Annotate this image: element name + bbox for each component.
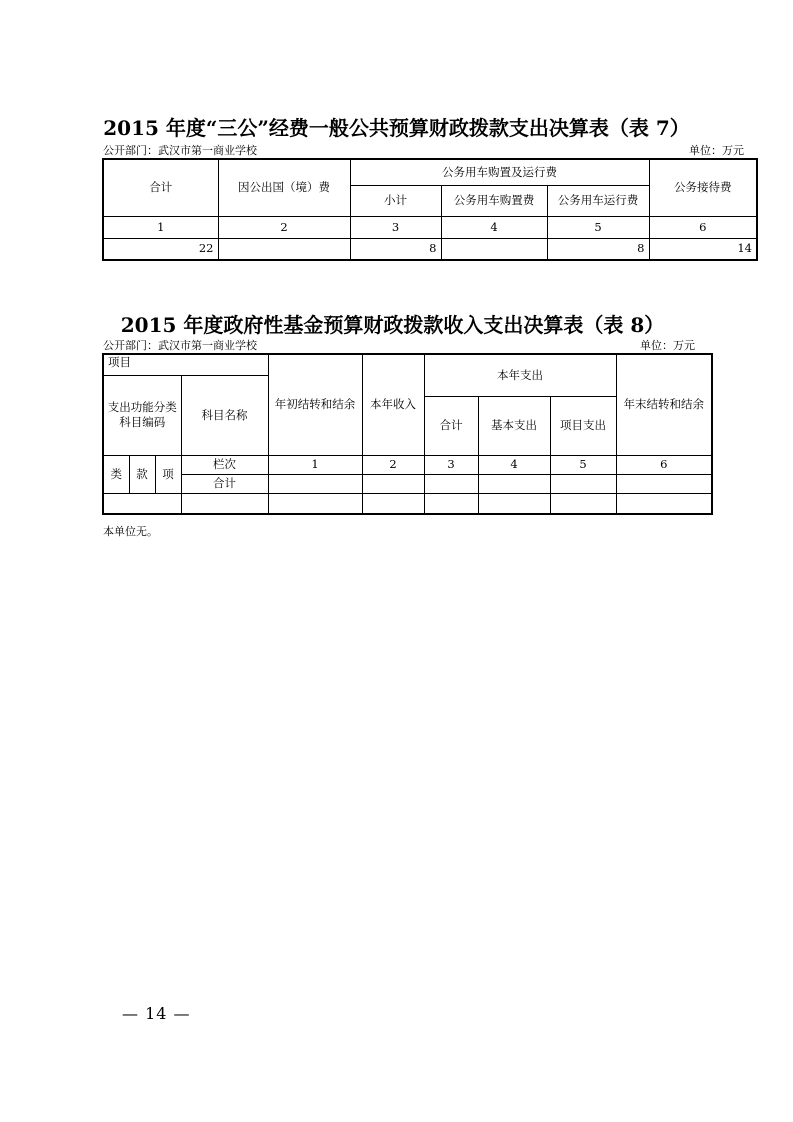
col-number-1: 1 bbox=[268, 455, 362, 474]
empty-cell bbox=[362, 493, 424, 514]
table-row bbox=[103, 238, 757, 260]
col-number-5: 5 bbox=[547, 216, 649, 238]
header-project-exp: 项目支出 bbox=[550, 396, 616, 455]
empty-cell bbox=[181, 493, 268, 514]
empty-cell bbox=[478, 474, 550, 493]
header-begin-balance: 年初结转和结余 bbox=[268, 354, 362, 455]
header-project: 项目 bbox=[103, 354, 268, 375]
table7-title: 2015 年度“三公”经费一般公共预算财政拨款支出决算表（表 7） bbox=[103, 116, 690, 140]
table7-department: 公开部门：武汉市第一商业学校 bbox=[103, 144, 257, 157]
empty-cell bbox=[424, 474, 478, 493]
col-number-3: 3 bbox=[350, 216, 441, 238]
cell-subtotal: 8 bbox=[350, 238, 441, 260]
table7 bbox=[102, 158, 758, 261]
header-exp-total: 合计 bbox=[424, 396, 478, 455]
empty-cell bbox=[550, 474, 616, 493]
header-subject-name: 科目名称 bbox=[181, 375, 268, 455]
empty-cell bbox=[424, 493, 478, 514]
col-number-1: 1 bbox=[103, 216, 218, 238]
header-purchase: 公务用车购置费 bbox=[441, 185, 547, 216]
table8-unit: 单位：万元 bbox=[640, 339, 695, 352]
header-kuan: 款 bbox=[129, 455, 155, 493]
empty-cell bbox=[103, 493, 181, 514]
cell-total: 22 bbox=[103, 238, 218, 260]
header-expense-group: 本年支出 bbox=[424, 354, 616, 396]
cell-operation: 8 bbox=[547, 238, 649, 260]
cell-abroad bbox=[218, 238, 350, 260]
header-lei: 类 bbox=[103, 455, 129, 493]
col-number-6: 6 bbox=[616, 455, 712, 474]
table8 bbox=[102, 353, 713, 515]
col-number-3: 3 bbox=[424, 455, 478, 474]
empty-cell bbox=[362, 474, 424, 493]
empty-cell bbox=[550, 493, 616, 514]
col-number-2: 2 bbox=[218, 216, 350, 238]
header-operation: 公务用车运行费 bbox=[547, 185, 649, 216]
header-abroad: 因公出国（境）费 bbox=[218, 159, 350, 216]
col-number-4: 4 bbox=[441, 216, 547, 238]
cell-purchase bbox=[441, 238, 547, 260]
col-number-5: 5 bbox=[550, 455, 616, 474]
header-func-code: 支出功能分类科目编码 bbox=[103, 375, 181, 455]
page-number: — 14 — bbox=[122, 1004, 191, 1023]
header-end-balance: 年末结转和结余 bbox=[616, 354, 712, 455]
header-vehicle-group: 公务用车购置及运行费 bbox=[350, 159, 649, 185]
empty-cell bbox=[616, 474, 712, 493]
table8-note: 本单位无。 bbox=[103, 525, 158, 538]
header-income: 本年收入 bbox=[362, 354, 424, 455]
header-column-label: 栏次 bbox=[181, 455, 268, 474]
table8-department: 公开部门：武汉市第一商业学校 bbox=[103, 339, 257, 352]
table8-title: 2015 年度政府性基金预算财政拨款收入支出决算表（表 8） bbox=[120, 313, 665, 337]
cell-reception: 14 bbox=[649, 238, 757, 260]
header-reception: 公务接待费 bbox=[649, 159, 757, 216]
table-row bbox=[103, 493, 712, 514]
header-total: 合计 bbox=[103, 159, 218, 216]
col-number-6: 6 bbox=[649, 216, 757, 238]
col-number-4: 4 bbox=[478, 455, 550, 474]
table7-unit: 单位：万元 bbox=[689, 144, 744, 157]
header-basic: 基本支出 bbox=[478, 396, 550, 455]
empty-cell bbox=[268, 474, 362, 493]
empty-cell bbox=[478, 493, 550, 514]
header-subtotal: 小计 bbox=[350, 185, 441, 216]
header-xiang: 项 bbox=[155, 455, 181, 493]
empty-cell bbox=[268, 493, 362, 514]
empty-cell bbox=[616, 493, 712, 514]
col-number-2: 2 bbox=[362, 455, 424, 474]
row-total-label: 合计 bbox=[181, 474, 268, 493]
